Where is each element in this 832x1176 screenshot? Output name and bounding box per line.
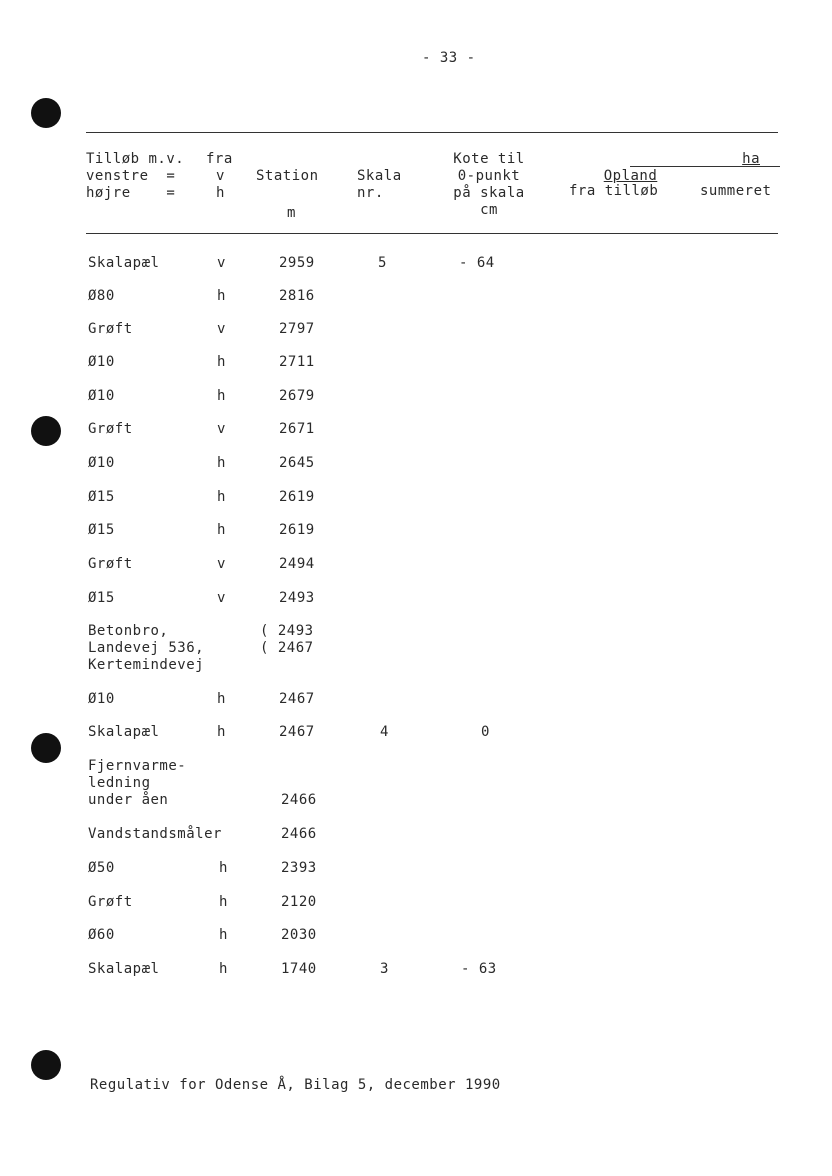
row-station: 2679 [279,388,315,404]
header-v: v [216,168,225,184]
row-side: h [217,455,226,471]
header-venstre: venstre = [86,168,176,184]
header-hoejre: højre = [86,185,176,201]
binder-hole-3 [31,733,61,763]
row-station: 2645 [279,455,315,471]
page-number: - 33 - [422,50,476,66]
row-station: 1740 [281,961,317,977]
table-top-rule [86,132,778,133]
row-kote: - 64 [459,255,495,271]
row-name: Betonbro, Landevej 536, Kertemindevej [88,623,205,673]
row-station: 2671 [279,421,315,437]
binder-hole-2 [31,416,61,446]
row-station: 2619 [279,489,315,505]
row-name: Grøft [88,421,133,437]
row-kote: 0 [481,724,490,740]
row-name: Ø15 [88,590,115,606]
row-station: 2466 [281,826,317,842]
row-station: 2467 [279,691,315,707]
binder-hole-4 [31,1050,61,1080]
row-side: h [217,489,226,505]
row-side: v [217,321,226,337]
row-name: Ø80 [88,288,115,304]
row-station: 2393 [281,860,317,876]
header-fra: fra [206,151,233,167]
row-station: 2466 [281,792,317,808]
row-side: h [217,691,226,707]
row-side: h [217,354,226,370]
header-summeret: summeret [700,183,772,199]
row-station: 2494 [279,556,315,572]
header-skala: Skala nr. [357,168,402,201]
row-name: Skalapæl [88,255,160,271]
footer-citation: Regulativ for Odense Å, Bilag 5, december 1990 [90,1077,501,1093]
header-kote: Kote til 0-punkt på skala cm [453,151,525,218]
row-skala: 5 [378,255,387,271]
row-side: h [219,860,228,876]
row-name: Skalapæl [88,961,160,977]
row-station: ( 2493 ( 2467 [260,623,314,656]
row-station: 2711 [279,354,315,370]
table-header-rule [86,233,778,234]
header-opland-label: Opland [603,168,658,184]
header-tilloeb: Tilløb m.v. [86,151,185,167]
header-station-unit: m [287,205,296,221]
row-name: Ø15 [88,489,115,505]
row-name: Ø10 [88,691,115,707]
row-side: v [217,421,226,437]
row-name: Skalapæl [88,724,160,740]
row-side: h [217,388,226,404]
row-side: h [219,927,228,943]
row-side: h [219,894,228,910]
row-station: 2030 [281,927,317,943]
row-skala: 3 [380,961,389,977]
header-ha: ha [742,151,760,167]
header-h: h [216,185,225,201]
row-name: Fjernvarme- ledning under åen [88,758,187,808]
row-side: h [217,522,226,538]
header-station: Station [256,168,319,184]
row-name: Grøft [88,321,133,337]
row-side: h [217,724,226,740]
row-side: h [217,288,226,304]
row-name: Ø10 [88,354,115,370]
row-station: 2816 [279,288,315,304]
row-name: Ø10 [88,388,115,404]
row-side: v [217,556,226,572]
row-station: 2797 [279,321,315,337]
row-name: Ø50 [88,860,115,876]
row-name: Vandstandsmåler [88,826,222,842]
row-name: Grøft [88,556,133,572]
row-station: 2959 [279,255,315,271]
binder-hole-1 [31,98,61,128]
header-fra-tilloeb: fra tilløb [569,183,659,199]
header-opland [568,151,780,184]
row-station: 2493 [279,590,315,606]
row-side: v [217,255,226,271]
row-side: h [219,961,228,977]
row-name: Ø60 [88,927,115,943]
row-station: 2619 [279,522,315,538]
row-skala: 4 [380,724,389,740]
row-name: Grøft [88,894,133,910]
row-station: 2120 [281,894,317,910]
row-station: 2467 [279,724,315,740]
row-name: Ø10 [88,455,115,471]
row-name: Ø15 [88,522,115,538]
row-kote: - 63 [461,961,497,977]
row-side: v [217,590,226,606]
